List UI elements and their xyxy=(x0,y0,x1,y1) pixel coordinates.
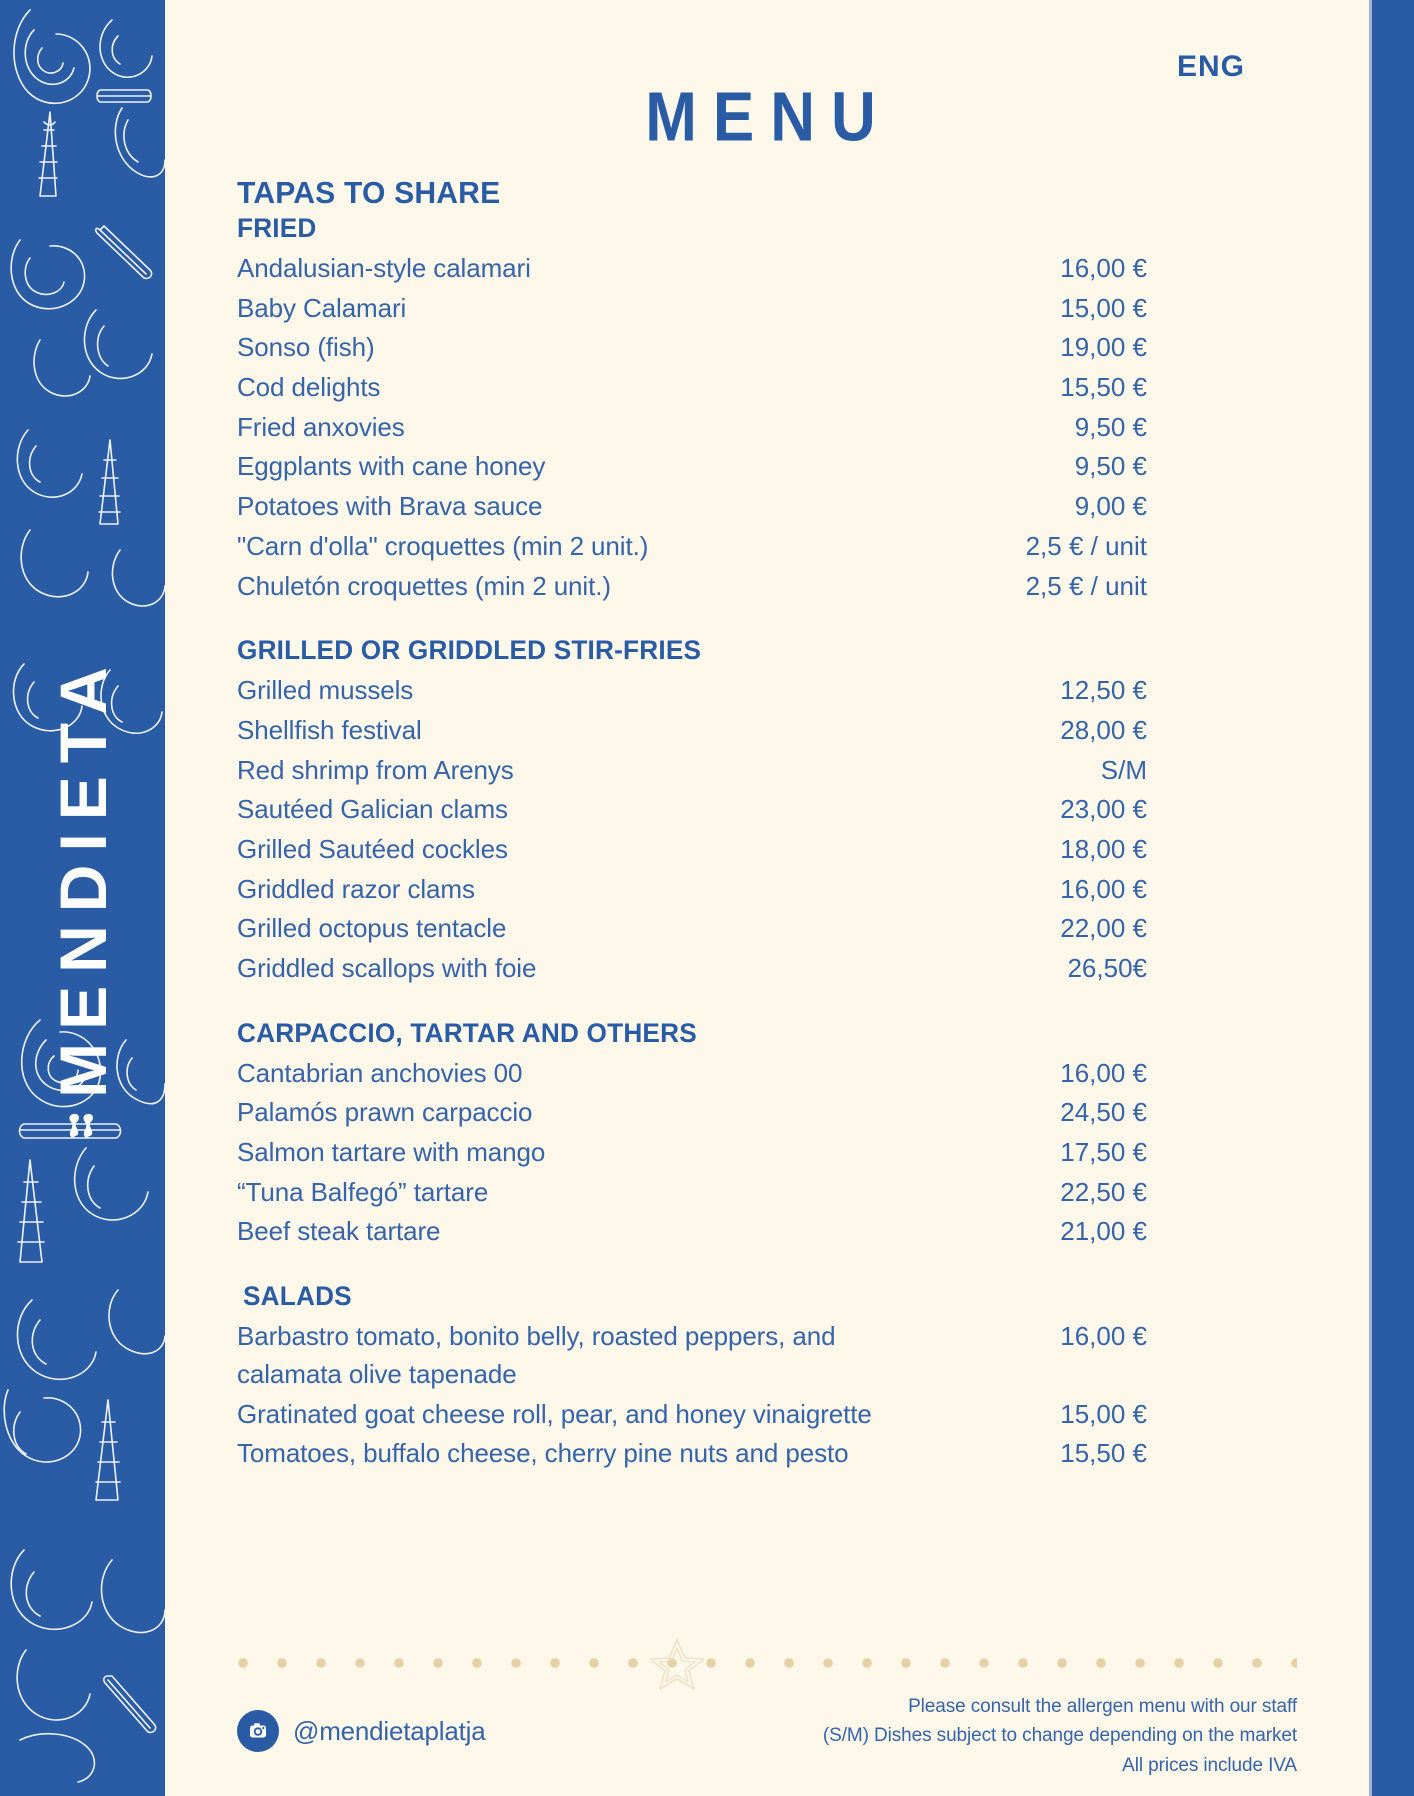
instagram-handle[interactable]: @mendietaplatja xyxy=(293,1715,486,1746)
menu-row xyxy=(237,1396,1147,1434)
menu-row xyxy=(237,568,1147,606)
dish-price: 18,00 € xyxy=(1060,833,1147,864)
dish-name: Fried anxovies xyxy=(237,411,405,442)
menu-row xyxy=(237,1134,1147,1172)
subsection-grilled-or-griddled-stir-fries xyxy=(237,635,1147,988)
dish-name: Cod delights xyxy=(237,372,381,403)
dish-name: Gratinated goat cheese roll, pear, and honey vinaigrette xyxy=(237,1398,872,1429)
menu-row xyxy=(237,409,1147,447)
dish-price: 12,50 € xyxy=(1060,675,1147,706)
dish-name: “Tuna Balfegó” tartare xyxy=(237,1176,489,1207)
dish-name: Tomatoes, buffalo cheese, cherry pine nuts and pesto xyxy=(237,1438,849,1469)
menu-row xyxy=(237,448,1147,486)
dish-price: 2,5 € / unit xyxy=(1025,570,1147,601)
dish-price: 23,00 € xyxy=(1060,794,1147,825)
menu-row xyxy=(237,712,1147,750)
subsection-carpaccio-tartar-and-others xyxy=(237,1018,1147,1251)
dish-name: Beef steak tartare xyxy=(237,1216,441,1247)
right-decorative-band xyxy=(1372,0,1414,1796)
dish-price: 15,00 € xyxy=(1060,292,1147,323)
menu-sections xyxy=(237,175,1147,1477)
dish-name: Andalusian-style calamari xyxy=(237,253,531,283)
seashell-pattern-icon xyxy=(0,0,165,1796)
menu-row xyxy=(237,672,1147,710)
footer-note-iva: All prices include IVA xyxy=(1122,1754,1297,1776)
menu-row xyxy=(237,831,1147,869)
menu-row xyxy=(237,250,1147,288)
subsection-salads xyxy=(237,1281,1147,1473)
dish-price: 26,50€ xyxy=(1067,953,1147,983)
footer-divider xyxy=(237,1656,1297,1670)
dish-price: 16,00 € xyxy=(1060,1057,1147,1088)
dish-name: Grilled Sautéed cockles xyxy=(237,833,508,864)
dish-price: 16,00 € xyxy=(1060,1321,1147,1352)
dish-name: Eggplants with cane honey xyxy=(237,451,546,482)
menu-row xyxy=(237,329,1147,367)
dish-price: 16,00 € xyxy=(1060,253,1147,283)
dish-name: Sonso (fish) xyxy=(237,332,375,363)
footer-note-allergen: Please consult the allergen menu with our staff xyxy=(908,1696,1297,1717)
dish-name: Palamós prawn carpaccio xyxy=(237,1097,533,1128)
section-title-tapas-to-share: TAPAS TO SHARE xyxy=(237,175,501,210)
subsection-fried xyxy=(237,213,1147,605)
dish-price: 9,50 € xyxy=(1074,411,1147,442)
menu-row xyxy=(237,1213,1147,1251)
subsection-title-fried: FRIED xyxy=(237,213,317,243)
instagram-link[interactable] xyxy=(237,1710,486,1752)
footer-notes xyxy=(823,1688,1297,1780)
menu-row xyxy=(237,871,1147,909)
dish-price: 17,50 € xyxy=(1060,1137,1147,1168)
dish-name: Grilled octopus tentacle xyxy=(237,913,507,944)
menu-row xyxy=(237,752,1147,790)
dish-price: 24,50 € xyxy=(1060,1097,1147,1128)
menu-row xyxy=(237,290,1147,328)
menu-row xyxy=(237,1435,1147,1473)
dish-price: 22,00 € xyxy=(1060,913,1147,944)
menu-row xyxy=(237,1094,1147,1132)
menu-row xyxy=(237,1318,1147,1393)
menu-row xyxy=(237,528,1147,566)
subsection-title-salads: SALADS xyxy=(243,1281,352,1312)
dish-name: Shellfish festival xyxy=(237,714,422,745)
menu-row xyxy=(237,910,1147,948)
language-label[interactable]: ENG xyxy=(1176,50,1245,83)
footer-note-market: (S/M) Dishes subject to change depending on the market xyxy=(822,1725,1297,1747)
menu-content xyxy=(165,0,1372,1796)
menu-row xyxy=(237,950,1147,988)
dish-price: 9,00 € xyxy=(1074,491,1147,522)
dish-price: 22,50 € xyxy=(1060,1176,1147,1207)
menu-row xyxy=(237,369,1147,407)
brand-name: MENDIETA xyxy=(45,654,120,1098)
subsection-title-carpaccio-tartar-and-others: CARPACCIO, TARTAR AND OTHERS xyxy=(237,1017,697,1048)
page-title: MENU xyxy=(645,79,892,157)
dish-price: 16,00 € xyxy=(1060,873,1147,904)
dish-name: Griddled razor clams xyxy=(237,873,475,904)
starfish-icon xyxy=(647,1634,707,1694)
dish-name: Baby Calamari xyxy=(237,292,407,323)
footer xyxy=(237,1688,1297,1780)
instagram-icon[interactable] xyxy=(237,1710,279,1752)
dish-name: Barbastro tomato, bonito belly, roasted peppers, and calamata olive tapenade xyxy=(237,1321,836,1389)
dish-name: Grilled mussels xyxy=(237,675,414,706)
left-decorative-band xyxy=(0,0,165,1796)
dish-name: Griddled scallops with foie xyxy=(237,953,537,983)
dish-name: Salmon tartare with mango xyxy=(237,1137,546,1168)
menu-row xyxy=(237,1055,1147,1093)
dish-name: Potatoes with Brava sauce xyxy=(237,491,543,522)
dish-price: 28,00 € xyxy=(1060,714,1147,745)
dish-price: 19,00 € xyxy=(1060,332,1147,363)
dish-price: 15,50 € xyxy=(1060,372,1147,403)
dish-name: Chuletón croquettes (min 2 unit.) xyxy=(237,570,611,601)
subsection-title-grilled-or-griddled-stir-fries: GRILLED OR GRIDDLED STIR-FRIES xyxy=(237,635,702,666)
dish-name: Sautéed Galician clams xyxy=(237,794,508,825)
menu-row xyxy=(237,488,1147,526)
dish-name: "Carn d'olla" croquettes (min 2 unit.) xyxy=(237,530,649,561)
dish-price: 21,00 € xyxy=(1060,1216,1147,1247)
dish-price: 15,50 € xyxy=(1060,1438,1147,1469)
dish-name: Red shrimp from Arenys xyxy=(237,754,514,785)
dish-price: 9,50 € xyxy=(1074,451,1147,482)
dish-name: Cantabrian anchovies 00 xyxy=(237,1057,523,1088)
menu-row xyxy=(237,791,1147,829)
dish-price: S/M xyxy=(1100,754,1147,785)
dish-price: 2,5 € / unit xyxy=(1025,530,1147,561)
menu-row xyxy=(237,1174,1147,1212)
dish-price: 15,00 € xyxy=(1060,1398,1147,1429)
dotted-rule xyxy=(237,1656,1297,1670)
